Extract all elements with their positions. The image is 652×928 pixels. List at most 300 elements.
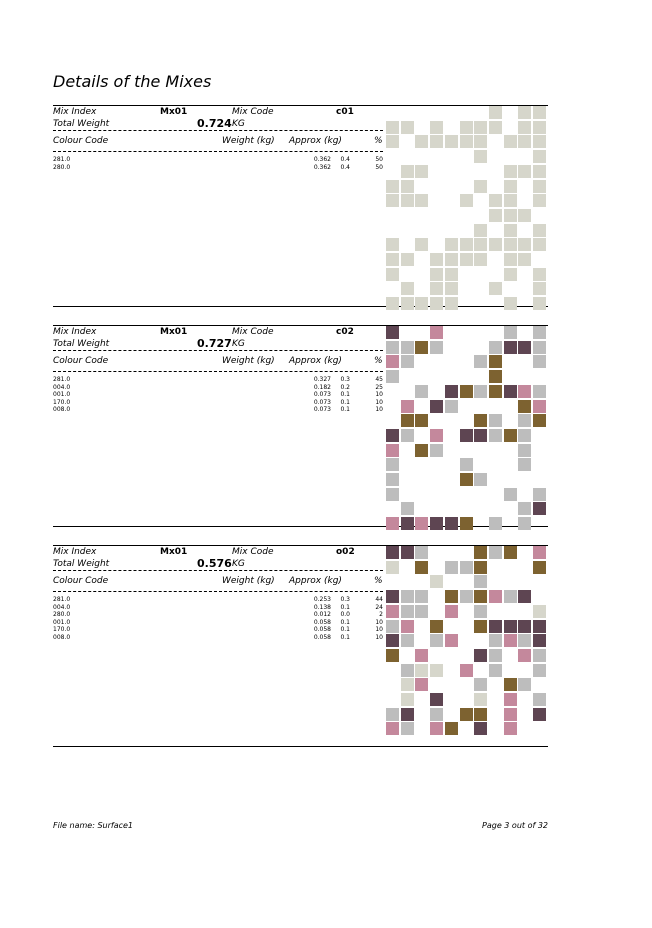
pattern-cell [489,517,502,530]
pattern-cell [401,355,414,368]
pattern-cell [474,473,487,486]
pattern-cell [386,194,399,207]
pattern-cell [386,429,399,442]
colour-code: 280.0 [53,163,71,171]
weight-value: 0.058 [313,633,331,641]
weight-value: 0.327 [313,376,331,383]
pattern-cell [474,385,487,398]
pattern-cell [430,722,443,735]
colour-row [53,604,383,612]
pattern-cell [430,664,443,677]
mix-code-value: c02 [336,327,354,337]
pattern-cell [401,253,414,266]
pattern-cell [386,605,399,618]
pattern-cell [504,194,517,207]
pattern-cell [386,488,399,501]
pattern-cell [386,458,399,471]
pattern-cell [415,444,428,457]
pattern-cell [504,708,517,721]
pattern-cell [518,106,531,119]
page-title: Details of the Mixes [53,72,212,91]
pattern-cell [518,429,531,442]
pattern-cell [430,444,443,457]
pattern-cell [489,282,502,295]
total-weight-unit: KG [232,119,245,129]
pattern-cell [386,649,399,662]
pattern-cell [504,634,517,647]
pattern-cell [401,165,414,178]
pattern-cell [504,590,517,603]
percent-value: 2 [379,611,383,618]
pattern-cell [518,517,531,530]
colour-rows [53,376,383,414]
pattern-cell [430,429,443,442]
pattern-cell [386,590,399,603]
pattern-cell [518,253,531,266]
pattern-cell [474,355,487,368]
pattern-cell [386,370,399,383]
pattern-cell [460,561,473,574]
total-weight-unit: KG [232,559,245,569]
pattern-cell [474,678,487,691]
pattern-cell [445,605,458,618]
pattern-cell [518,209,531,222]
pattern-cell [533,664,546,677]
dashed-divider [53,130,383,131]
pattern-cell [504,678,517,691]
pattern-cell [430,517,443,530]
colour-code: 280.0 [53,611,71,618]
pattern-cell [533,121,546,134]
pattern-cell [533,649,546,662]
pattern-cell [415,165,428,178]
pattern-cell [518,165,531,178]
pattern-cell [474,180,487,193]
pattern-cell [460,708,473,721]
pattern-grid [386,106,548,296]
weight-value: 0.058 [313,626,331,633]
pattern-cell [386,444,399,457]
pattern-cell [445,590,458,603]
pattern-cell [474,135,487,148]
approx-value: 0.2 [340,383,350,391]
pattern-cell [386,135,399,148]
colour-code: 004.0 [53,603,71,611]
weight-value: 0.182 [313,383,331,391]
weight-value: 0.012 [313,611,331,618]
colour-code: 281.0 [53,596,71,603]
section-bottom-rule [53,306,548,307]
pattern-cell [533,282,546,295]
pattern-cell [401,429,414,442]
colour-code-header: Colour Code [53,356,109,366]
pattern-cell [474,121,487,134]
colour-row [53,399,383,407]
percent-value: 10 [375,626,383,633]
pattern-cell [474,238,487,251]
pattern-cell [489,546,502,559]
pattern-cell [415,385,428,398]
total-weight-value: 0.576 [197,557,232,570]
pattern-cell [504,341,517,354]
pattern-cell [518,590,531,603]
colour-rows [53,156,383,171]
mix-code-value: c01 [336,107,354,117]
pattern-cell [386,561,399,574]
pattern-cell [430,121,443,134]
pattern-cell [415,238,428,251]
pattern-cell [518,444,531,457]
pattern-cell [430,135,443,148]
pattern-cell [518,385,531,398]
mix-code-label: Mix Code [232,107,274,117]
pattern-cell [445,135,458,148]
pattern-cell [489,209,502,222]
pattern-cell [489,620,502,633]
pattern-cell [474,649,487,662]
pattern-cell [401,517,414,530]
colour-code: 008.0 [53,633,71,641]
percent-value: 24 [375,603,383,611]
approx-value: 0.1 [340,626,350,633]
pattern-cell [533,546,546,559]
colour-code: 281.0 [53,156,71,163]
pattern-cell [430,268,443,281]
pattern-cell [430,575,443,588]
pattern-grid [386,546,548,736]
section-bottom-rule [53,746,548,747]
colour-code: 001.0 [53,618,71,626]
approx-value: 0.0 [340,611,350,618]
pattern-cell [504,620,517,633]
pattern-cell [401,634,414,647]
pattern-cell [518,502,531,515]
pattern-cell [504,429,517,442]
colour-rows [53,596,383,641]
total-weight-unit: KG [232,339,245,349]
pattern-cell [474,708,487,721]
pattern-cell [533,708,546,721]
colour-row [53,596,383,604]
pattern-cell [533,355,546,368]
pattern-cell [386,708,399,721]
mix-section [53,105,548,307]
percent-value: 10 [375,391,383,398]
pattern-cell [504,297,517,310]
pattern-cell [489,106,502,119]
colour-row [53,619,383,627]
pattern-cell [504,224,517,237]
colour-row [53,376,383,384]
pattern-cell [430,693,443,706]
file-name: File name: Surface1 [53,821,134,830]
pattern-cell [415,414,428,427]
pattern-cell [415,517,428,530]
pattern-cell [386,722,399,735]
pattern-cell [401,546,414,559]
pattern-cell [518,634,531,647]
pattern-cell [401,708,414,721]
pattern-cell [430,634,443,647]
weight-value: 0.362 [313,156,331,163]
approx-value: 0.1 [340,391,350,398]
pattern-cell [533,268,546,281]
pattern-cell [386,634,399,647]
pattern-cell [460,590,473,603]
pattern-cell [518,400,531,413]
pattern-cell [415,590,428,603]
mix-code-label: Mix Code [232,327,274,337]
pattern-cell [460,458,473,471]
pattern-cell [474,561,487,574]
pattern-cell [533,180,546,193]
pattern-cell [474,620,487,633]
pattern-cell [386,238,399,251]
pattern-cell [430,708,443,721]
pattern-cell [474,590,487,603]
weight-value: 0.058 [313,618,331,626]
pattern-cell [401,194,414,207]
pattern-cell [386,341,399,354]
pattern-cell [401,180,414,193]
pattern-cell [386,546,399,559]
colour-row [53,384,383,392]
pattern-cell [460,194,473,207]
pattern-cell [533,326,546,339]
total-weight-value: 0.724 [197,117,232,130]
pattern-cell [504,165,517,178]
pattern-cell [504,722,517,735]
colour-code: 001.0 [53,391,71,398]
colour-code: 170.0 [53,398,71,406]
pattern-cell [386,620,399,633]
pattern-cell [518,620,531,633]
pattern-cell [386,121,399,134]
approx-value: 0.3 [340,596,350,603]
pattern-cell [460,429,473,442]
pattern-cell [415,194,428,207]
pattern-cell [533,150,546,163]
mix-section [53,325,548,527]
pattern-cell [533,488,546,501]
pattern-cell [401,502,414,515]
pattern-cell [489,385,502,398]
pattern-cell [460,664,473,677]
weight-value: 0.073 [313,406,331,413]
approx-value: 0.4 [340,156,350,163]
pattern-cell [474,414,487,427]
colour-row [53,164,383,172]
pattern-cell [504,268,517,281]
colour-row [53,391,383,399]
pattern-cell [533,135,546,148]
pattern-cell [415,135,428,148]
pattern-cell [533,634,546,647]
pattern-cell [504,546,517,559]
colour-code-header: Colour Code [53,576,109,586]
pattern-cell [533,341,546,354]
pattern-cell [460,253,473,266]
pattern-cell [445,297,458,310]
section-bottom-rule [53,526,548,527]
pattern-cell [518,341,531,354]
pattern-cell [533,502,546,515]
pattern-cell [504,135,517,148]
percent-value: 10 [375,618,383,626]
colour-row [53,626,383,634]
weight-value: 0.073 [313,398,331,406]
pattern-cell [415,341,428,354]
mix-code-label: Mix Code [232,547,274,557]
percent-value: 45 [375,376,383,383]
pattern-cell [386,297,399,310]
pattern-cell [415,297,428,310]
dashed-divider [53,570,383,571]
pattern-cell [489,341,502,354]
pattern-cell [445,385,458,398]
colour-row [53,156,383,164]
pattern-cell [415,546,428,559]
colour-row [53,634,383,642]
pattern-cell [445,561,458,574]
pattern-cell [445,282,458,295]
pattern-cell [489,634,502,647]
pattern-cell [430,620,443,633]
pattern-cell [533,561,546,574]
pattern-cell [518,121,531,134]
pattern-cell [474,575,487,588]
pattern-cell [474,546,487,559]
pattern-cell [489,238,502,251]
mix-index-label: Mix Index [53,327,97,337]
pattern-cell [386,180,399,193]
colour-row [53,406,383,414]
pattern-cell [415,678,428,691]
mix-code-value: o02 [336,547,355,557]
dashed-divider [53,350,383,351]
pattern-cell [430,282,443,295]
percent-value: 10 [375,406,383,413]
pattern-cell [401,605,414,618]
total-weight-label: Total Weight [53,119,110,129]
pattern-cell [533,400,546,413]
pattern-cell [430,253,443,266]
colour-row [53,611,383,619]
weight-value: 0.073 [313,391,331,398]
approx-header: Approx (kg) [289,136,342,146]
dashed-divider [53,151,383,152]
pattern-cell [533,385,546,398]
pattern-cell [401,121,414,134]
pattern-cell [460,473,473,486]
pattern-cell [401,282,414,295]
percent-header: % [374,356,383,366]
pattern-cell [460,517,473,530]
approx-value: 0.1 [340,618,350,626]
weight-value: 0.138 [313,603,331,611]
pattern-cell [415,649,428,662]
approx-value: 0.1 [340,398,350,406]
pattern-cell [445,268,458,281]
pattern-cell [401,678,414,691]
pattern-cell [533,693,546,706]
pattern-cell [460,135,473,148]
mix-index-value: Mx01 [160,547,188,557]
pattern-cell [533,297,546,310]
total-weight-value: 0.727 [197,337,232,350]
pattern-cell [445,253,458,266]
pattern-cell [489,429,502,442]
pattern-cell [533,106,546,119]
total-weight-label: Total Weight [53,339,110,349]
mix-section [53,545,548,747]
percent-value: 50 [375,163,383,171]
approx-header: Approx (kg) [289,576,342,586]
weight-value: 0.253 [313,596,331,603]
pattern-cell [489,370,502,383]
pattern-cell [489,590,502,603]
pattern-cell [415,664,428,677]
pattern-cell [489,355,502,368]
page-number: Page 3 out of 32 [482,821,548,830]
pattern-cell [504,238,517,251]
pattern-cell [386,268,399,281]
pattern-cell [474,605,487,618]
pattern-cell [460,385,473,398]
mix-index-value: Mx01 [160,107,188,117]
pattern-cell [460,238,473,251]
pattern-cell [386,355,399,368]
pattern-cell [518,238,531,251]
weight-header: Weight (kg) [222,136,275,146]
pattern-cell [401,590,414,603]
pattern-cell [474,693,487,706]
dashed-divider [53,371,383,372]
approx-header: Approx (kg) [289,356,342,366]
percent-value: 44 [375,596,383,603]
pattern-cell [533,605,546,618]
pattern-cell [489,649,502,662]
percent-header: % [374,576,383,586]
pattern-cell [518,414,531,427]
pattern-cell [489,664,502,677]
pattern-cell [518,458,531,471]
approx-value: 0.1 [340,603,350,611]
pattern-cell [445,722,458,735]
pattern-cell [504,488,517,501]
pattern-cell [533,194,546,207]
pattern-cell [518,135,531,148]
approx-value: 0.4 [340,163,350,171]
pattern-cell [533,414,546,427]
pattern-cell [386,473,399,486]
pattern-cell [415,561,428,574]
pattern-cell [386,253,399,266]
pattern-cell [430,341,443,354]
pattern-cell [401,620,414,633]
pattern-cell [430,297,443,310]
dashed-divider [53,591,383,592]
pattern-cell [533,224,546,237]
percent-value: 10 [375,633,383,641]
colour-code: 008.0 [53,406,71,413]
pattern-cell [504,693,517,706]
pattern-cell [474,150,487,163]
pattern-cell [504,253,517,266]
pattern-cell [401,341,414,354]
pattern-cell [430,326,443,339]
percent-header: % [374,136,383,146]
